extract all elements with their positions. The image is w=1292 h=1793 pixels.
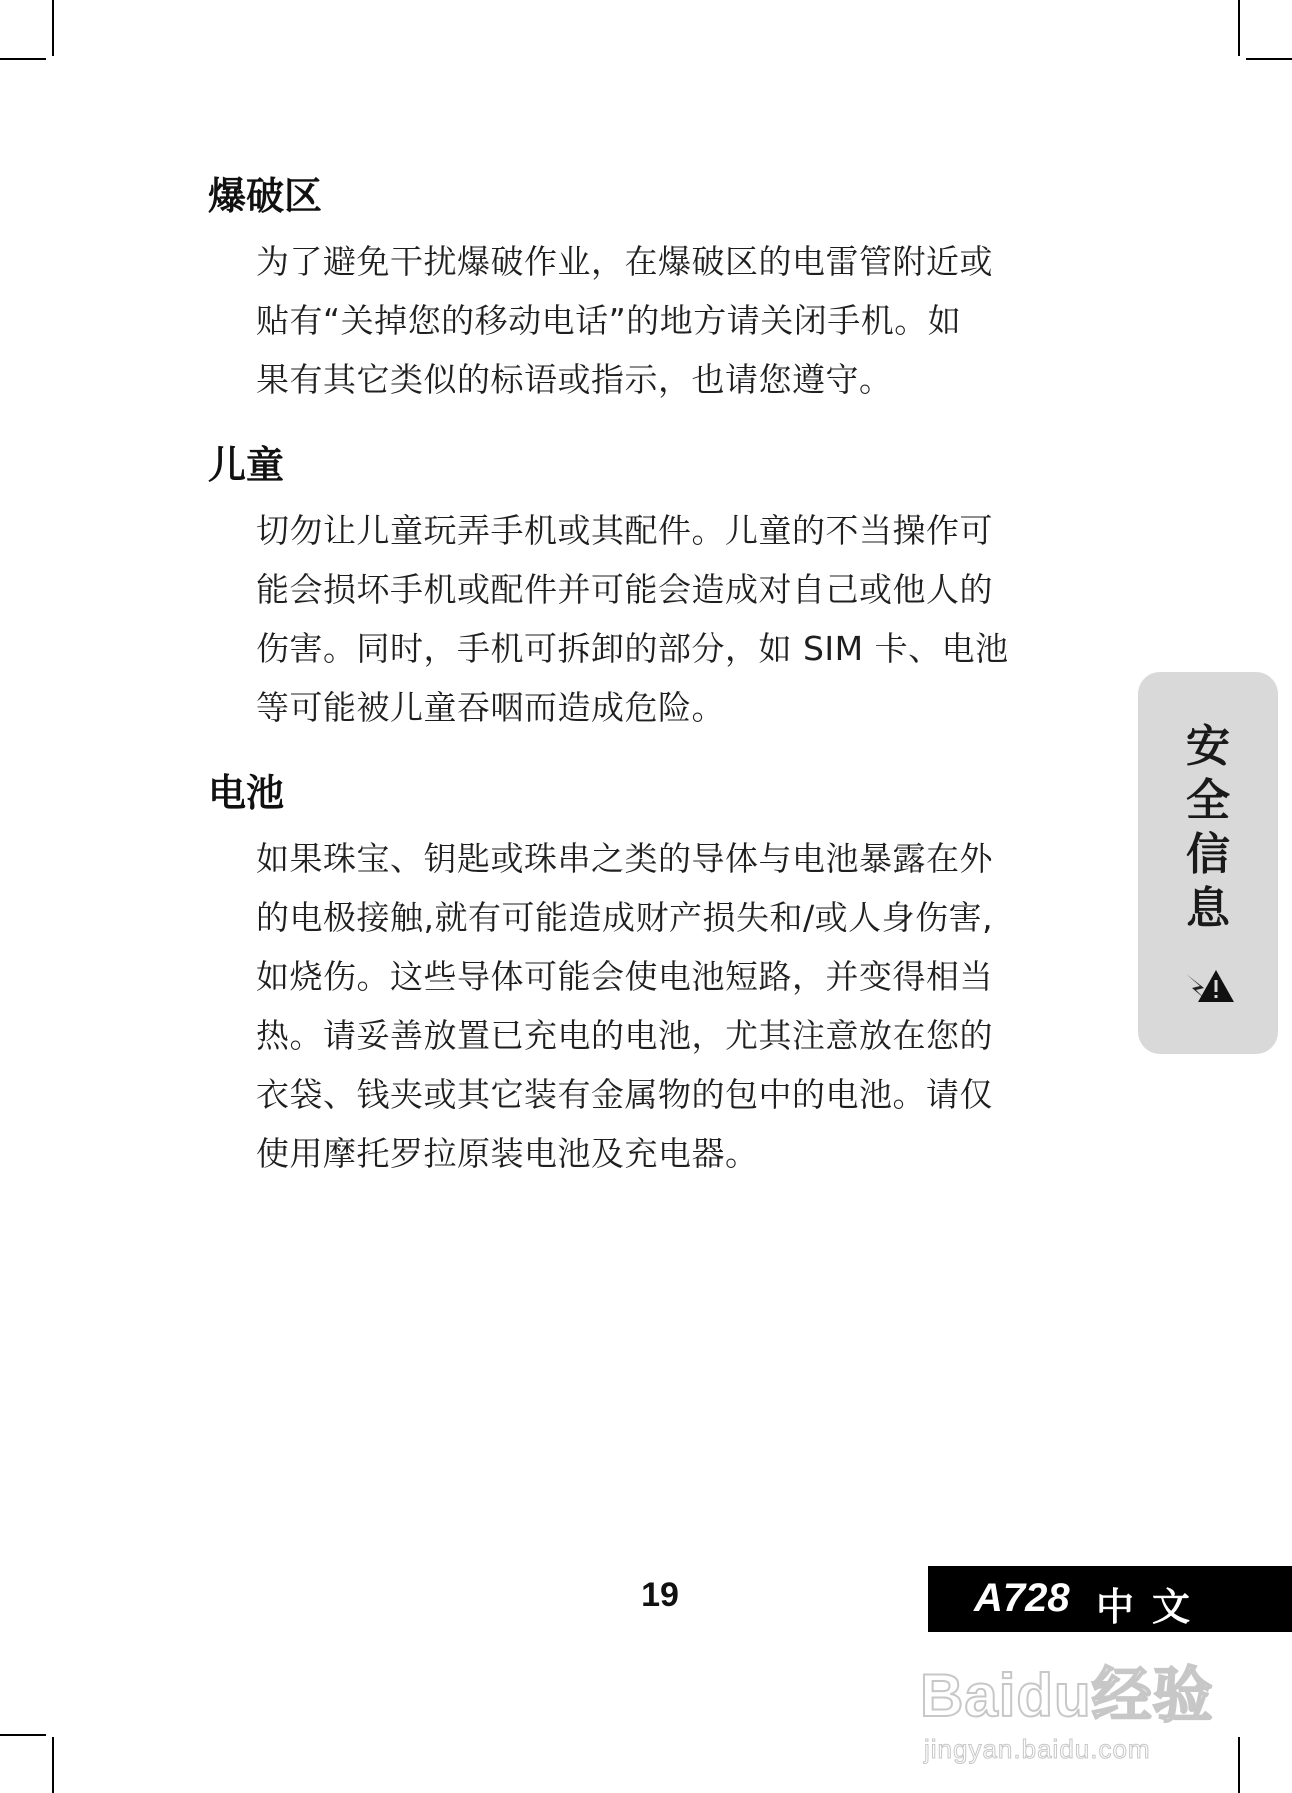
text-line: 切勿让儿童玩弄手机或其配件。儿童的不当操作可 bbox=[256, 511, 993, 550]
crop-mark-top-right-vertical bbox=[1238, 0, 1240, 56]
watermark-url: jingyan.baidu.com bbox=[924, 1734, 1151, 1764]
crop-mark-top-left-horizontal bbox=[0, 58, 46, 60]
text-line: 贴有“关掉您的移动电话”的地方请关闭手机。如 bbox=[256, 301, 962, 340]
section-heading: 爆破区 bbox=[208, 173, 323, 218]
watermark-logo: Baidu经验 bbox=[920, 1662, 1214, 1729]
text-line: 如果珠宝、钥匙或珠串之类的导体与电池暴露在外 bbox=[256, 839, 993, 878]
crop-mark-bottom-left-vertical bbox=[52, 1737, 54, 1793]
tab-label bbox=[1138, 720, 1278, 936]
crop-mark-bottom-right-vertical bbox=[1238, 1737, 1240, 1793]
text-line: 果有其它类似的标语或指示，也请您遵守。 bbox=[256, 360, 893, 399]
section-battery bbox=[208, 767, 1108, 1183]
section-heading: 儿童 bbox=[208, 442, 285, 487]
language-label: 中文 bbox=[1096, 1585, 1209, 1629]
text-line: 为了避免干扰爆破作业，在爆破区的电雷管附近或 bbox=[256, 242, 993, 281]
model-bar bbox=[928, 1566, 1292, 1632]
tab-char: 全 bbox=[1186, 775, 1230, 826]
section-heading: 电池 bbox=[208, 770, 285, 815]
text-line: 衣袋、钱夹或其它装有金属物的包中的电池。请仅 bbox=[256, 1075, 993, 1114]
section-paragraph bbox=[256, 232, 1108, 409]
tab-char: 安 bbox=[1186, 721, 1230, 772]
crop-mark-bottom-left-horizontal bbox=[0, 1734, 46, 1736]
text-line: 的电极接触,就有可能造成财产损失和/或人身伤害, bbox=[256, 898, 994, 937]
section-blasting-area bbox=[208, 170, 1108, 409]
text-line: 等可能被儿童吞咽而造成危险。 bbox=[256, 688, 725, 727]
section-paragraph bbox=[256, 829, 1108, 1183]
text-line: 使用摩托罗拉原装电池及充电器。 bbox=[256, 1134, 759, 1173]
safety-info-tab bbox=[1138, 672, 1278, 1054]
text-line: 如烧伤。这些导体可能会使电池短路，并变得相当 bbox=[256, 957, 993, 996]
page-content bbox=[208, 170, 1108, 1213]
model-name: A728 bbox=[974, 1576, 1070, 1620]
text-line: 伤害。同时，手机可拆卸的部分，如 SIM 卡、电池 bbox=[256, 629, 1009, 668]
page-number: 19 bbox=[641, 1576, 679, 1614]
crop-mark-top-right-horizontal bbox=[1246, 58, 1292, 60]
warning-icon bbox=[1182, 964, 1236, 1010]
section-paragraph bbox=[256, 501, 1108, 737]
section-children bbox=[208, 439, 1108, 737]
tab-char: 息 bbox=[1186, 883, 1230, 934]
text-line: 能会损坏手机或配件并可能会造成对自己或他人的 bbox=[256, 570, 993, 609]
baidu-watermark bbox=[920, 1648, 1220, 1788]
crop-mark-top-left-vertical bbox=[52, 0, 54, 56]
tab-char: 信 bbox=[1186, 829, 1230, 880]
text-line: 热。请妥善放置已充电的电池，尤其注意放在您的 bbox=[256, 1016, 993, 1055]
